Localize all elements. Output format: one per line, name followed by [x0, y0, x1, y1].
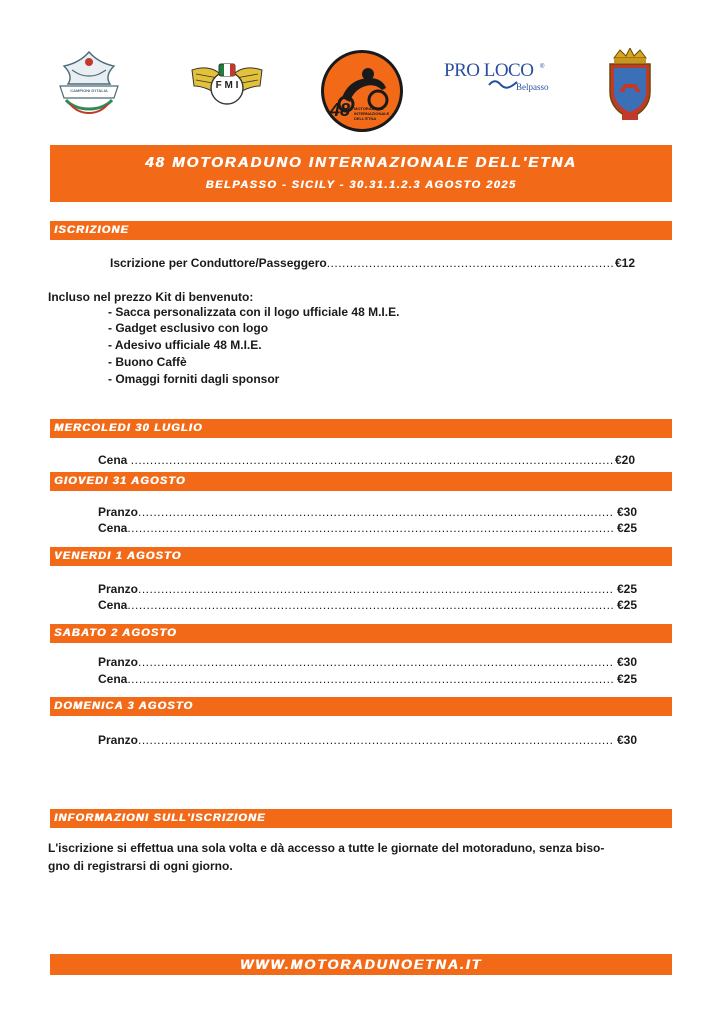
meal-row	[98, 521, 637, 537]
kit-item: - Buono Caffè	[108, 355, 187, 369]
kit-item: - Gadget esclusivo con logo	[108, 321, 269, 335]
belpasso-coat-of-arms-logo	[606, 48, 654, 122]
meal-price: €30	[613, 733, 637, 747]
kit-item: - Sacca personalizzata con il logo ufficiale 48 M.I.E.	[108, 305, 400, 319]
meal-price: €20	[614, 453, 635, 467]
wave-icon	[488, 79, 518, 89]
info-text-line: L'iscrizione si effettua una sola volta e dà accesso a tutte le giornate del motoraduno, senza biso-	[48, 841, 605, 855]
meal-price: €25	[613, 521, 637, 535]
proloco-town: Belpasso	[516, 82, 549, 92]
meal-row	[98, 453, 635, 469]
section-heading-giovedi: GIOVEDI 31 AGOSTO	[50, 472, 672, 491]
motoraduno-event-logo	[316, 48, 408, 134]
registration-price: €12	[614, 256, 635, 270]
meal-label: Pranzo	[98, 655, 139, 669]
dot-leader	[138, 655, 614, 669]
included-kit-label: Incluso nel prezzo Kit di benvenuto:	[48, 290, 254, 304]
meal-label: Cena	[98, 453, 131, 467]
meal-row	[98, 505, 637, 521]
dot-leader	[138, 733, 614, 747]
meal-price: €30	[613, 655, 637, 669]
dot-leader	[127, 672, 613, 686]
dot-leader	[127, 521, 613, 535]
meal-price: €25	[613, 598, 637, 612]
meal-label: Pranzo	[98, 733, 139, 747]
website-link[interactable]: WWW.MOTORADUNOETNA.IT	[239, 956, 483, 972]
info-text-line: gno di registrarsi di ogni giorno.	[48, 859, 233, 873]
dot-leader	[138, 505, 614, 519]
fmi-letters: F M I	[215, 80, 239, 91]
meal-price: €30	[613, 505, 637, 519]
section-heading-sabato: SABATO 2 AGOSTO	[50, 624, 672, 643]
section-heading-informazioni: INFORMAZIONI SULL'ISCRIZIONE	[50, 809, 672, 828]
event-logo-number: 48	[330, 100, 351, 120]
eagle-club-logo	[52, 46, 126, 122]
dot-leader	[327, 256, 615, 270]
event-logo-text: MOTORADUNO INTERNAZIONALE DELL'ETNA	[354, 106, 390, 121]
dot-leader	[127, 598, 613, 612]
event-subtitle: BELPASSO - SICILY - 30.31.1.2.3 AGOSTO 2025	[205, 179, 517, 191]
meal-label: Pranzo	[98, 505, 139, 519]
kit-item: - Omaggi forniti dagli sponsor	[108, 372, 280, 386]
event-title: 48 MOTORADUNO INTERNAZIONALE DELL'ETNA	[145, 154, 577, 171]
meal-price: €25	[613, 582, 637, 596]
registration-fee-row	[110, 256, 635, 272]
meal-row	[98, 598, 637, 614]
proloco-logo	[444, 60, 548, 100]
section-heading-mercoledi: MERCOLEDI 30 LUGLIO	[50, 419, 672, 438]
meal-price: €25	[613, 672, 637, 686]
footer-website-banner	[50, 954, 672, 975]
meal-row	[98, 733, 637, 749]
section-heading-iscrizione: ISCRIZIONE	[50, 221, 672, 240]
section-heading-domenica: DOMENICA 3 AGOSTO	[50, 697, 672, 716]
dot-leader	[138, 582, 614, 596]
proloco-name: PRO LOCO	[444, 60, 534, 81]
fmi-logo	[190, 56, 264, 114]
dot-leader	[131, 453, 615, 467]
meal-label: Cena	[98, 521, 128, 535]
section-heading-venerdi: VENERDI 1 AGOSTO	[50, 547, 672, 566]
meal-row	[98, 582, 637, 598]
meal-row	[98, 655, 637, 671]
meal-label: Cena	[98, 672, 128, 686]
kit-item: - Adesivo ufficiale 48 M.I.E.	[108, 338, 262, 352]
meal-label: Cena	[98, 598, 128, 612]
meal-label: Pranzo	[98, 582, 139, 596]
registered-icon: ®	[540, 64, 545, 70]
eagle-banner-text: CAMPIONI D'ITALIA	[70, 88, 108, 93]
registration-label: Iscrizione per Conduttore/Passeggero	[110, 256, 327, 270]
event-header-banner	[50, 145, 672, 202]
meal-row	[98, 672, 637, 688]
